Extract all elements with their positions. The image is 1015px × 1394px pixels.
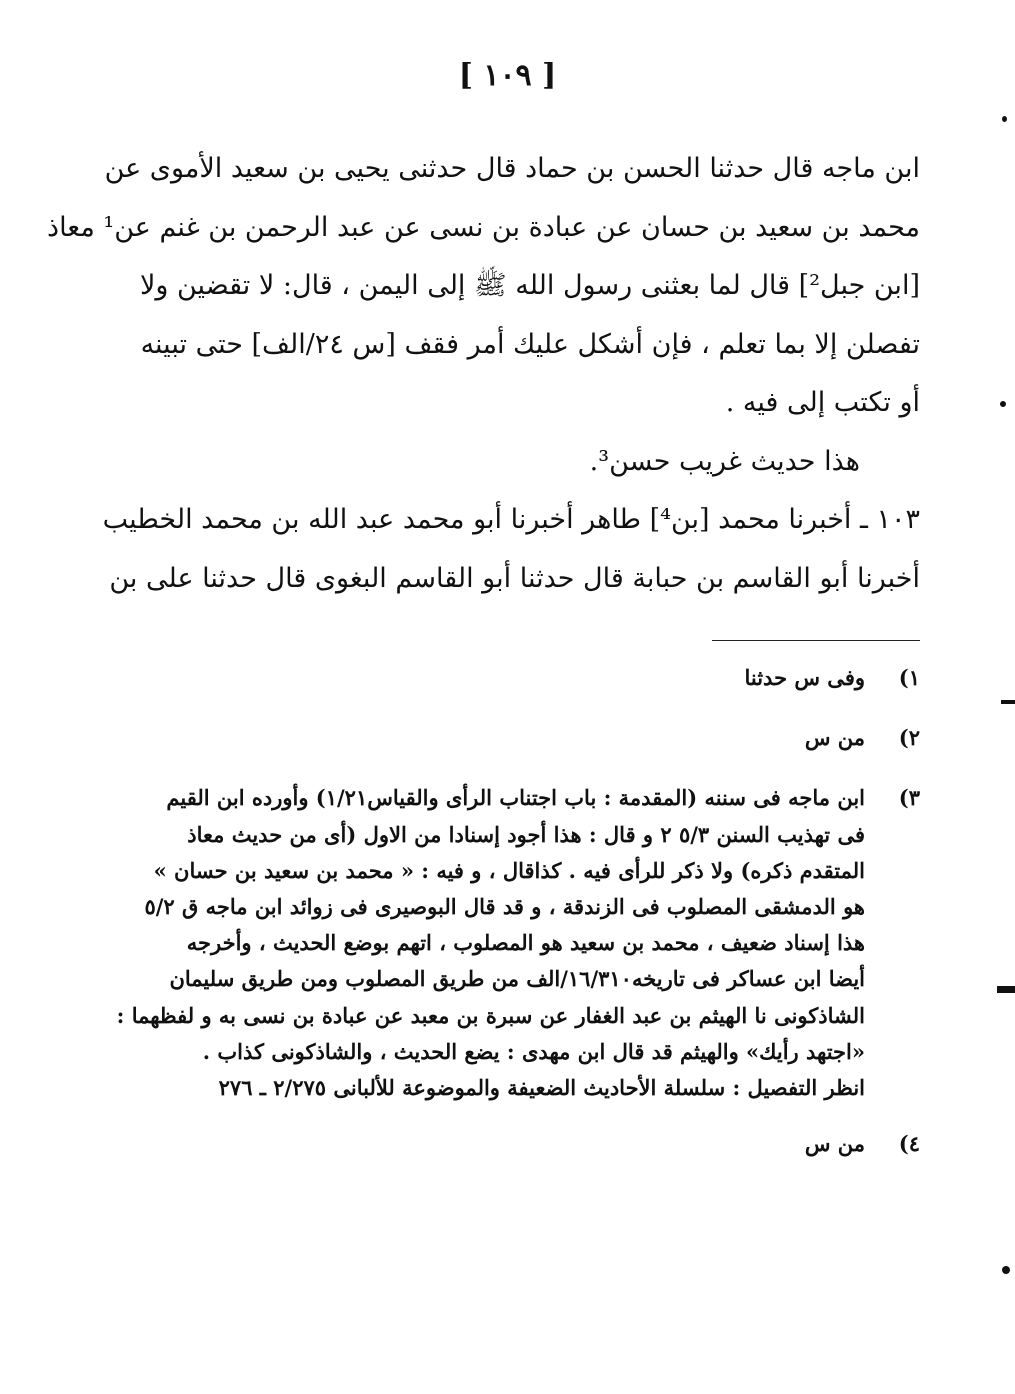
footnote-separator [712,640,920,641]
text-line: أو تكتب إلى فيه . [725,387,920,418]
footnote-line: «اجتهد رأيك» والهيثم قد قال ابن مهدى : يضع الحديث ، والشاذكونى كذاب . [202,1038,865,1064]
text-line: محمد بن سعيد بن حسان عن عبادة بن نسى عن عبد الرحمن بن غنم عن¹ معاذ [47,211,920,243]
page-number: [ ١٠٩ ] [458,58,557,93]
footnotes [116,660,920,1162]
text-line: ١٠٣ ـ أخبرنا محمد [بن⁴] طاهر أخبرنا أبو محمد عبد الله بن محمد الخطيب [102,504,920,535]
footnote-line: الشاذكونى نا الهيثم بن عبد الغفار عن سبرة بن معبد عن عبادة بن نسى به و لفظهما : [116,1002,865,1028]
hadith-grade [205,433,920,492]
footnote-line: ابن ماجه فى سننه (المقدمة : باب اجتناب الرأى والقياس١/٢١) وأورده ابن القيم [166,785,865,811]
footnote-number: ٢) [898,725,920,751]
footnote-line: من س [804,725,865,751]
footnote-line: انظر التفصيل : سلسلة الأحاديث الضعيفة والموضوعة للألبانى ٢/٢٧٥ ـ ٢٧٦ [218,1075,865,1101]
footnote-number: ١) [898,665,920,690]
text-line: تفصلن إلا بما تعلم ، فإن أشكل عليك أمر فقف [س ٢٤/الف] حتى تبينه [140,328,920,360]
footnote-line: من س [804,1131,865,1157]
text-line: [ابن جبل²] قال لما بعثنى رسول الله ﷺ إلى اليمن ، قال: لا تقضين ولا [139,270,920,301]
text-line: ابن ماجه قال حدثنا الحسن بن حماد قال حدثنى يحيى بن سعيد الأموى عن [104,153,920,184]
main-text [47,140,920,608]
footnote-2 [205,720,920,756]
footnote-line: هذا إسناد ضعيف ، محمد بن سعيد هو المصلوب ، اتهم بوضع الحديث ، وأخرجه [186,930,865,956]
scan-mark [1002,116,1007,122]
footnote-line: أيضا ابن عساكر فى تاريخه١٦/٣١٠/الف من طريق المصلوب ومن طريق سليمان [169,966,865,992]
footnote-line: فى تهذيب السنن ٥/٣ ٢ و قال : هذا أجود إسنادا من الاول (أى من حديث معاذ [187,821,865,847]
footnote-4 [205,1126,920,1162]
footnote-line: وفى س حدثنا [744,665,865,690]
scan-mark [1000,401,1006,407]
next-hadith-paragraph [102,491,920,608]
footnote-3 [116,780,920,1106]
hadith-paragraph [47,140,920,433]
footnote-line: المتقدم ذكره) ولا ذكر للرأى فيه . كذاقال ، و فيه : « محمد بن سعيد بن حسان » [153,857,865,883]
footnote-line: هو الدمشقى المصلوب فى الزندقة ، و قد قال البوصيرى فى زوائد ابن ماجه ق ٥/٢ [144,894,865,920]
footnote-number: ٣) [898,785,920,811]
scan-mark [997,986,1015,993]
scan-mark [1001,700,1015,704]
text-line: هذا حديث غريب حسن³. [589,445,860,477]
footnote-1 [205,660,920,696]
scan-mark [1002,1266,1010,1274]
footnote-number: ٤) [898,1131,920,1157]
text-line: أخبرنا أبو القاسم بن حبابة قال حدثنا أبو القاسم البغوى قال حدثنا على بن [109,562,920,594]
